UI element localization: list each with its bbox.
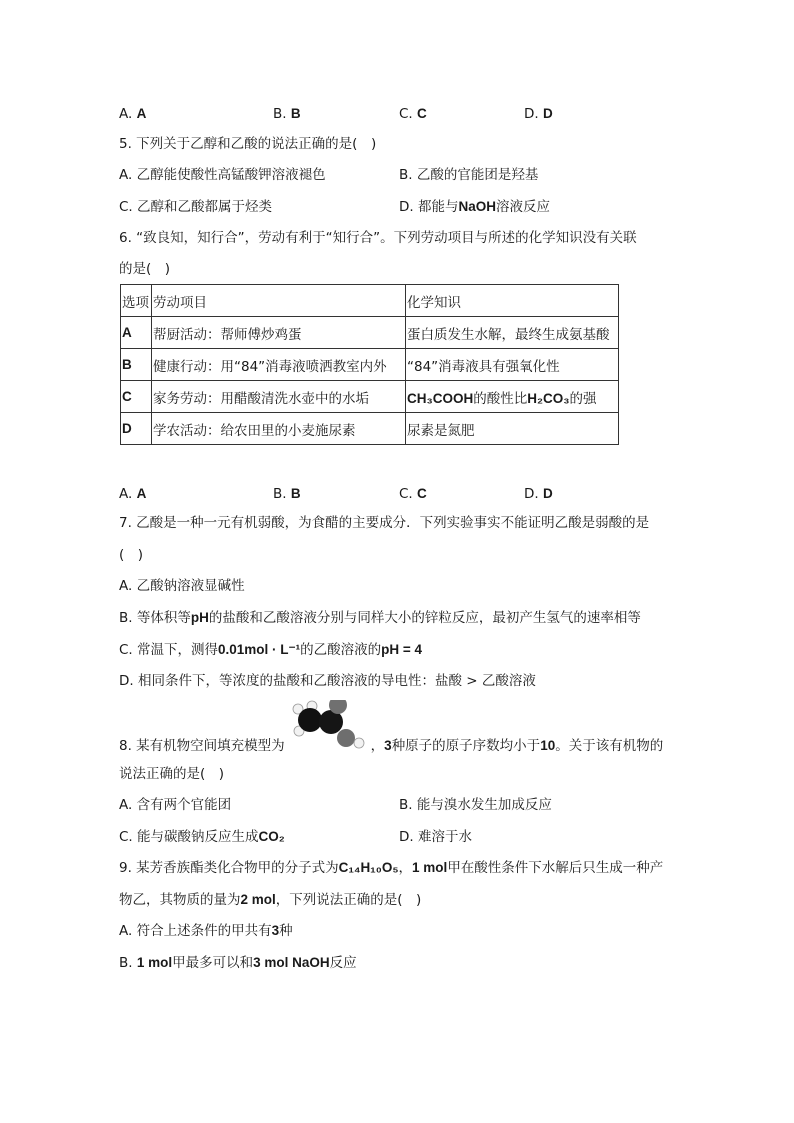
q8-option-a: A. 含有两个官能团 [119, 797, 232, 813]
text: C. 能与碳酸钠反应生成 [119, 829, 259, 845]
chem-concentration: 0.01mol · L⁻¹ [218, 642, 301, 657]
chem-formula: CH₃COOH [407, 390, 474, 406]
q8-option-c [119, 827, 285, 847]
table-cell-option: D [121, 413, 152, 445]
text: C. 常温下，测得 [119, 642, 219, 658]
text: 。关于该有机物的 [555, 738, 664, 754]
q8-option-b: B. 能与溴水发生加成反应 [399, 797, 552, 813]
text: ， [398, 860, 413, 876]
option-letter: A. [119, 486, 133, 502]
table-header-cell: 劳动项目 [152, 285, 406, 317]
q4-option-a [119, 104, 146, 124]
chem-formula: CO₂ [258, 829, 285, 844]
number: 10 [540, 738, 556, 753]
text: 的强 [569, 390, 597, 407]
text: 种原子的原子序数均小于 [391, 738, 541, 754]
option-letter: D. [524, 486, 539, 502]
space-filling-model-icon [288, 700, 366, 750]
q4-option-c [399, 104, 427, 124]
q4-option-b [273, 104, 301, 124]
option-value: C [417, 486, 427, 501]
option-letter: D. [524, 106, 539, 122]
text: 的乙酸溶液的 [300, 642, 382, 658]
amount: 1 mol [136, 955, 173, 970]
q6-option-c [399, 484, 427, 504]
table-cell-option: A [121, 317, 152, 349]
q9-option-a [119, 921, 293, 941]
q6-option-d [524, 484, 553, 504]
text: 物乙，其物质的量为 [119, 892, 241, 908]
q7-stem-line1: 7. 乙酸是一种一元有机弱酸，为食醋的主要成分．下列实验事实不能证明乙酸是弱酸的是 [119, 515, 650, 531]
table-header-cell: 选项 [121, 285, 152, 317]
text: 8. 某有机物空间填充模型为 [119, 738, 285, 754]
option-value: D [542, 106, 553, 121]
table-cell-item: 帮厨活动：帮师傅炒鸡蛋 [152, 317, 406, 349]
option-letter: C. [399, 486, 413, 502]
q7-stem-line2: ( ) [119, 547, 144, 563]
table-cell-item: 学农活动：给农田里的小麦施尿素 [152, 413, 406, 445]
q4-option-d [524, 104, 553, 124]
text: 反应 [329, 955, 357, 971]
amount: 3 mol NaOH [253, 955, 330, 970]
table-row [121, 349, 619, 381]
table-cell-option: C [121, 381, 152, 413]
table-row [121, 413, 619, 445]
table-cell-knowledge: 蛋白质发生水解，最终生成氨基酸 [406, 317, 619, 349]
option-value: A [136, 106, 147, 121]
q6-stem-line1: 6. “致良知，知行合”，劳动有利于“知行合”。下列劳动项目与所述的化学知识没有关联 [119, 230, 637, 246]
option-letter: B. [273, 486, 287, 502]
option-value: D [542, 486, 553, 501]
q8-stem-line1 [119, 736, 663, 756]
q7-option-a: A. 乙酸钠溶液显碱性 [119, 578, 245, 594]
q7-option-b [119, 608, 641, 628]
table-cell-item: 家务劳动：用醋酸清洗水壶中的水垢 [152, 381, 406, 413]
option-letter: C. [399, 106, 413, 122]
chem-formula: C₁₄H₁₀O₅ [338, 860, 399, 875]
text: A. 符合上述条件的甲共有 [119, 923, 272, 939]
chem-term: pH [190, 610, 209, 625]
text: 溶液反应 [496, 199, 550, 215]
q5-stem: 5. 下列关于乙醇和乙酸的说法正确的是( ) [119, 136, 377, 152]
option-value: B [290, 486, 301, 501]
table-header-cell: 化学知识 [406, 285, 619, 317]
q5-option-b: B. 乙酸的官能团是羟基 [399, 167, 539, 183]
option-value: B [290, 106, 301, 121]
q9-option-b [119, 953, 357, 973]
text: ， [370, 738, 385, 754]
amount: 1 mol [412, 860, 448, 875]
text: D. 都能与 [399, 199, 459, 215]
carbon-atom [298, 708, 322, 732]
chem-formula: NaOH [458, 199, 496, 214]
q5-option-d [399, 197, 550, 217]
chem-formula: H₂CO₃ [527, 390, 570, 406]
option-value: A [136, 486, 147, 501]
table-cell-knowledge: “84”消毒液具有强氧化性 [406, 349, 619, 381]
q7-option-d: D. 相同条件下，等浓度的盐酸和乙酸溶液的导电性：盐酸 > 乙酸溶液 [119, 673, 536, 689]
table-row [121, 317, 619, 349]
text: 种 [279, 923, 293, 939]
q5-option-c: C. 乙醇和乙酸都属于烃类 [119, 199, 273, 215]
hydrogen-atom [354, 738, 364, 748]
text: 9. 某芳香族酯类化合物甲的分子式为 [119, 860, 339, 876]
text: B. 等体积等 [119, 610, 191, 626]
number: 3 [384, 738, 392, 753]
option-letter: B. [273, 106, 287, 122]
option-value: C [417, 106, 427, 121]
oxygen-atom [337, 729, 355, 747]
text: 的酸性比 [473, 390, 528, 407]
text: 甲最多可以和 [172, 955, 254, 971]
chem-term: pH = 4 [381, 642, 423, 657]
q6-table [120, 284, 619, 445]
q9-stem-line2 [119, 890, 421, 910]
table-cell-option: B [121, 349, 152, 381]
text: 的盐酸和乙酸溶液分别与同样大小的锌粒反应，最初产生氢气的速率相等 [208, 610, 641, 626]
text: 甲在酸性条件下水解后只生成一种产 [447, 860, 664, 876]
table-cell-item: 健康行动：用“84”消毒液喷洒教室内外 [152, 349, 406, 381]
q6-option-b [273, 484, 301, 504]
q7-option-c [119, 640, 422, 660]
amount: 2 mol [240, 892, 276, 907]
table-cell-knowledge: 尿素是氮肥 [406, 413, 619, 445]
table-cell-knowledge [406, 381, 619, 413]
q6-option-a [119, 484, 146, 504]
q8-option-d: D. 难溶于水 [399, 829, 472, 845]
text: ，下列说法正确的是( ) [275, 892, 422, 908]
table-row [121, 381, 619, 413]
option-letter: A. [119, 106, 133, 122]
q9-stem-line1 [119, 858, 663, 878]
q5-option-a: A. 乙醇能使酸性高锰酸钾溶液褪色 [119, 167, 326, 183]
text: B. [119, 955, 137, 971]
q8-stem-line2: 说法正确的是( ) [119, 766, 225, 782]
table-header-row [121, 285, 619, 317]
number: 3 [271, 923, 280, 938]
q6-stem-line2: 的是( ) [119, 261, 171, 277]
